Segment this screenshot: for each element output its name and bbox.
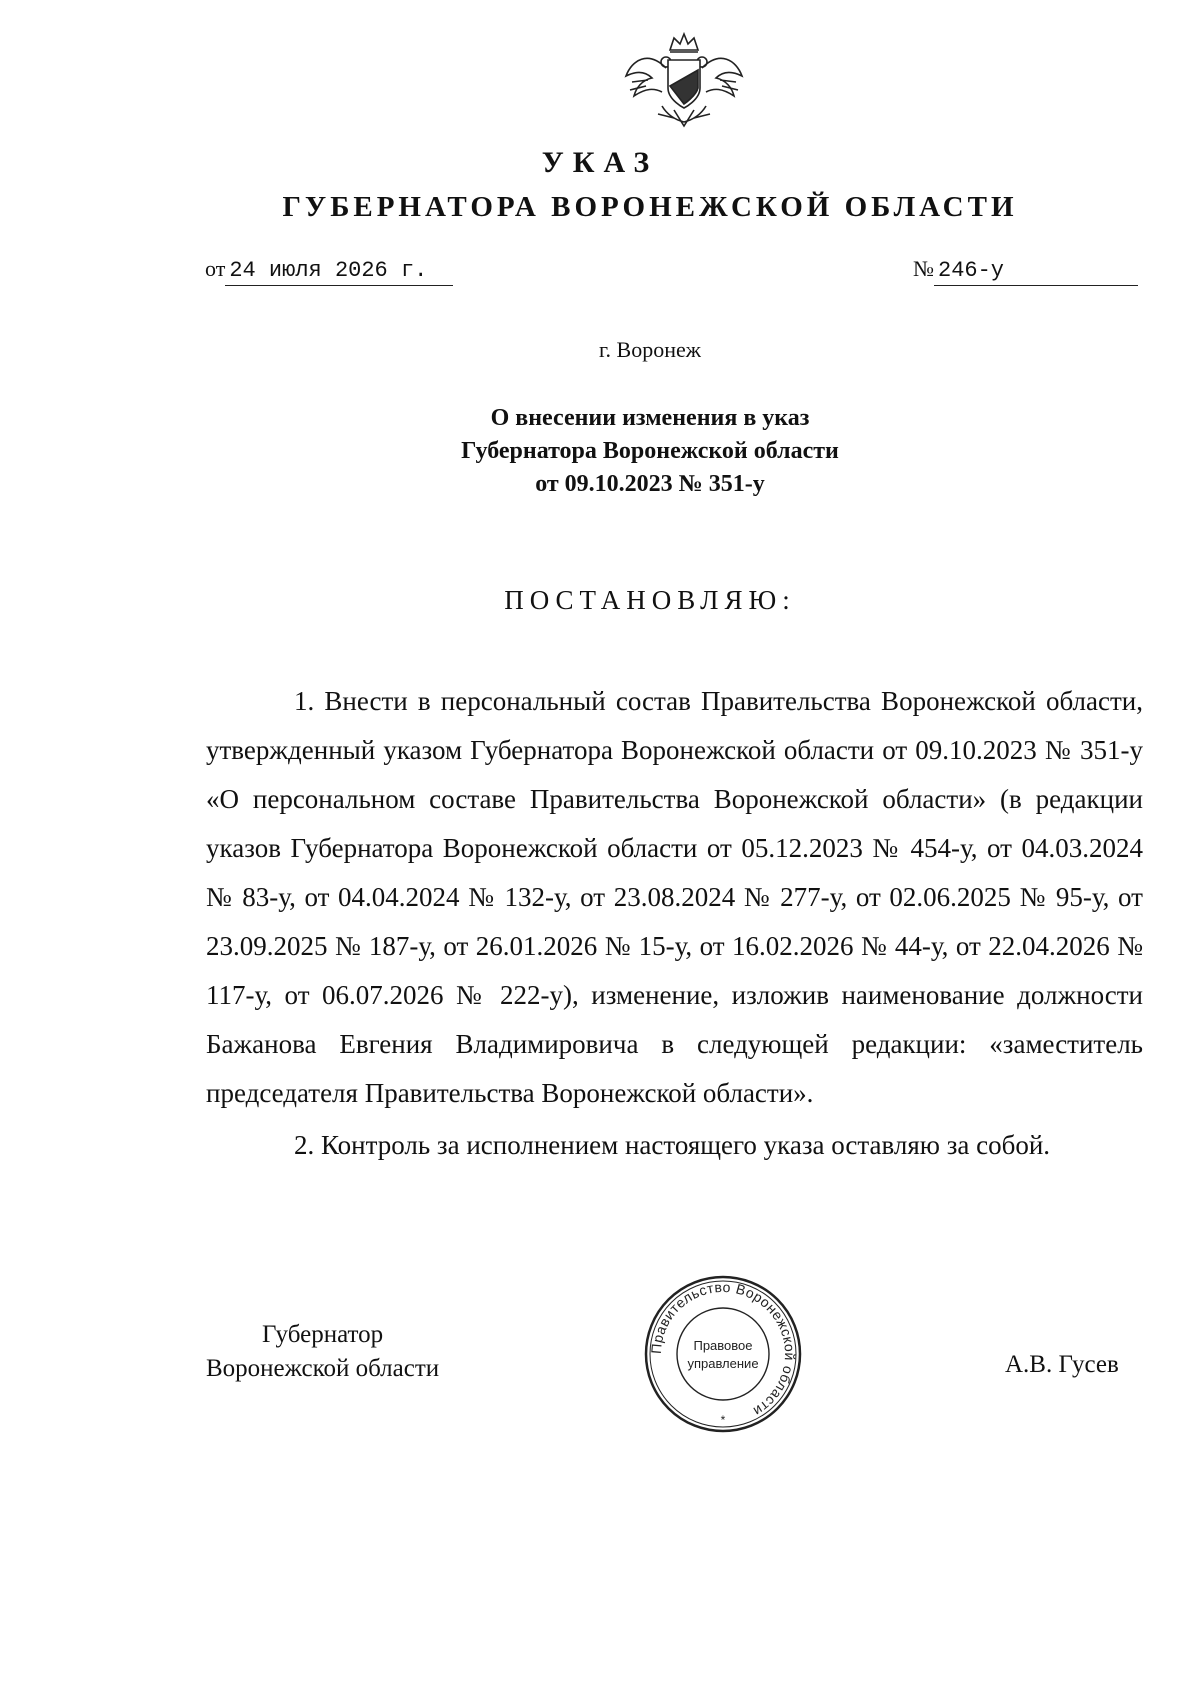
number-field — [913, 256, 1138, 292]
number-label: № — [913, 256, 934, 281]
subject-line: от 09.10.2023 № 351-у — [535, 471, 765, 497]
paragraph-2: 2. Контроль за исполнением настоящего указа оставляю за собой. — [294, 1130, 1051, 1160]
paragraph-1: 1. Внести в персональный состав Правительства Воронежской области, утвержденный указом Губернатора Воронежской области от 09.10.2023 № 351-у «О персональном составе Правительства Воронежской области» (в редакции указов Губернатора Воронежской области от 05.12.2023 № 454-у, от 04.03.2024 № 83-у, от 04.04.2024 № 132-у, от 23.08.2024 № 277-у, от 02.06.2025 № 95-у, от 23.09.2025 № 187-у, от 26.01.2026 № 15-у, от 16.02.2026 № 44-у, от 22.04.2026 № 117-у, от 06.07.2026 № 222-у), изменение, изложив наименование должности Бажанова Евгения Владимировича в следующей редакции: «заместитель председателя Правительства Воронежской области». — [206, 686, 1143, 1108]
stamp-ring-text: Правительство Воронежской области — [647, 1278, 799, 1420]
date-field — [205, 256, 453, 292]
position-line: Воронежской области — [206, 1355, 440, 1382]
signatory-name: А.В. Гусев — [1005, 1351, 1119, 1378]
subject-line: Губернатора Воронежской области — [461, 438, 839, 464]
subject-line: О внесении изменения в указ — [490, 405, 810, 431]
issuer-title: ГУБЕРНАТОРА ВОРОНЕЖСКОЙ ОБЛАСТИ — [282, 191, 1018, 223]
stamp-star: * — [720, 1413, 726, 1427]
date-label: от — [205, 256, 226, 281]
document-body — [206, 677, 1143, 1170]
position-line: Губернатор — [262, 1321, 384, 1348]
decree-word: ПОСТАНОВЛЯЮ: — [504, 585, 796, 615]
signatory-position — [206, 1318, 439, 1386]
official-stamp — [643, 1274, 803, 1434]
date-value: 24 июля 2026 г. — [225, 258, 453, 286]
number-value: 246-у — [934, 258, 1138, 286]
document-type-title: УКАЗ — [541, 146, 659, 179]
city: г. Воронеж — [599, 337, 701, 362]
stamp-center-line: Правовое — [693, 1338, 753, 1353]
stamp-center-line: управление — [687, 1356, 759, 1371]
document-subject — [0, 402, 1200, 501]
coat-of-arms-icon — [618, 30, 750, 130]
